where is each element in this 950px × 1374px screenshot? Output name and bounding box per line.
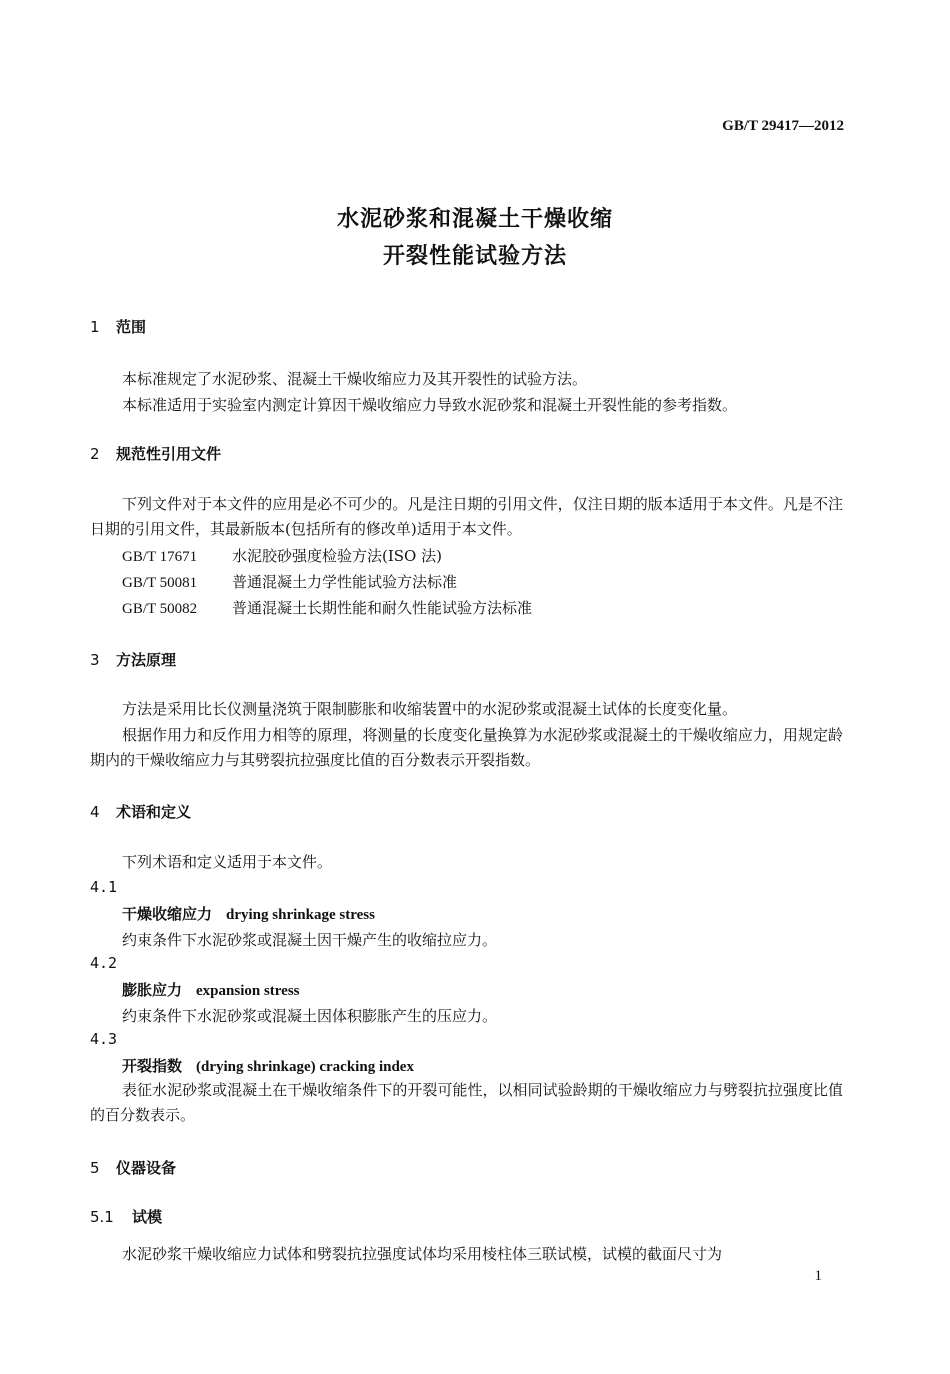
- term-en: (drying shrinkage) cracking index: [196, 1059, 414, 1075]
- term-en: drying shrinkage stress: [226, 907, 375, 923]
- section-number: 5: [90, 1159, 100, 1177]
- section-title: 仪器设备: [116, 1159, 177, 1177]
- paragraph: 本标准规定了水泥砂浆、混凝土干燥收缩应力及其开裂性的试验方法。: [122, 370, 588, 388]
- term-definition: 约束条件下水泥砂浆或混凝土因干燥产生的收缩拉应力。: [122, 931, 498, 949]
- subsection-number: 5.1: [90, 1208, 114, 1226]
- subsection-5-1-heading: [90, 1206, 162, 1227]
- term-definition: 约束条件下水泥砂浆或混凝土因体积膨胀产生的压应力。: [122, 1007, 498, 1025]
- term-entry: [122, 979, 300, 1000]
- reference-title: 普通混凝土长期性能和耐久性能试验方法标准: [232, 599, 533, 617]
- paragraph: 根据作用力和反作用力相等的原理，将测量的长度变化量换算为水泥砂浆或混凝土的干燥收缩应力，用规定龄期内的干燥收缩应力与其劈裂抗拉强度比值的百分数表示开裂指数。: [90, 726, 843, 769]
- term-en: expansion stress: [196, 983, 300, 999]
- page-number: 1: [814, 1268, 822, 1284]
- clause-number: 4.2: [90, 954, 118, 972]
- section-number: 1: [90, 318, 100, 336]
- section-title: 规范性引用文件: [116, 445, 222, 463]
- clause-number: 4.3: [90, 1030, 118, 1048]
- section-title: 范围: [116, 318, 147, 336]
- term-definition: 表征水泥砂浆或混凝土在干燥收缩条件下的开裂可能性，以相同试验龄期的干燥收缩应力与劈裂抗拉强度比值的百分数表示。: [90, 1081, 843, 1124]
- paragraph: 水泥砂浆干燥收缩应力试体和劈裂抗拉强度试体均采用棱柱体三联试模，试模的截面尺寸为: [122, 1245, 723, 1263]
- reference-title: 普通混凝土力学性能试验方法标准: [232, 573, 458, 591]
- section-title: 术语和定义: [116, 803, 192, 821]
- normative-reference: [122, 597, 532, 618]
- section-3-heading: [90, 649, 176, 670]
- section-number: 4: [90, 803, 100, 821]
- standard-code: GB/T 29417—2012: [722, 118, 844, 134]
- term-entry: [122, 903, 375, 924]
- section-2-heading: [90, 443, 221, 464]
- paragraph: 下列文件对于本文件的应用是必不可少的。凡是注日期的引用文件，仅注日期的版本适用于本文件。凡是不注日期的引用文件，其最新版本(包括所有的修改单)适用于本文件。: [90, 495, 843, 538]
- reference-code: GB/T 50082: [122, 601, 198, 617]
- section-number: 2: [90, 445, 100, 463]
- term-entry: [122, 1055, 414, 1076]
- term-zh: 开裂指数: [122, 1057, 183, 1075]
- section-1-heading: [90, 316, 146, 337]
- document-title-line1: 水泥砂浆和混凝土干燥收缩: [336, 207, 613, 232]
- term-zh: 膨胀应力: [122, 981, 183, 999]
- section-number: 3: [90, 651, 100, 669]
- reference-code: GB/T 50081: [122, 575, 198, 591]
- paragraph: 本标准适用于实验室内测定计算因干燥收缩应力导致水泥砂浆和混凝土开裂性能的参考指数。: [122, 396, 738, 414]
- subsection-title: 试模: [132, 1208, 163, 1226]
- normative-reference: [122, 571, 457, 592]
- paragraph: 下列术语和定义适用于本文件。: [122, 853, 333, 871]
- document-title-line2: 开裂性能试验方法: [382, 244, 567, 269]
- section-title: 方法原理: [116, 651, 177, 669]
- term-zh: 干燥收缩应力: [122, 905, 213, 923]
- section-5-heading: [90, 1157, 176, 1178]
- section-4-heading: [90, 801, 191, 822]
- reference-code: GB/T 17671: [122, 549, 198, 565]
- normative-reference: [122, 545, 442, 566]
- paragraph: 方法是采用比长仪测量浇筑于限制膨胀和收缩装置中的水泥砂浆或混凝土试体的长度变化量。: [122, 700, 738, 718]
- reference-title: 水泥胶砂强度检验方法(ISO 法): [232, 547, 442, 565]
- clause-number: 4.1: [90, 878, 118, 896]
